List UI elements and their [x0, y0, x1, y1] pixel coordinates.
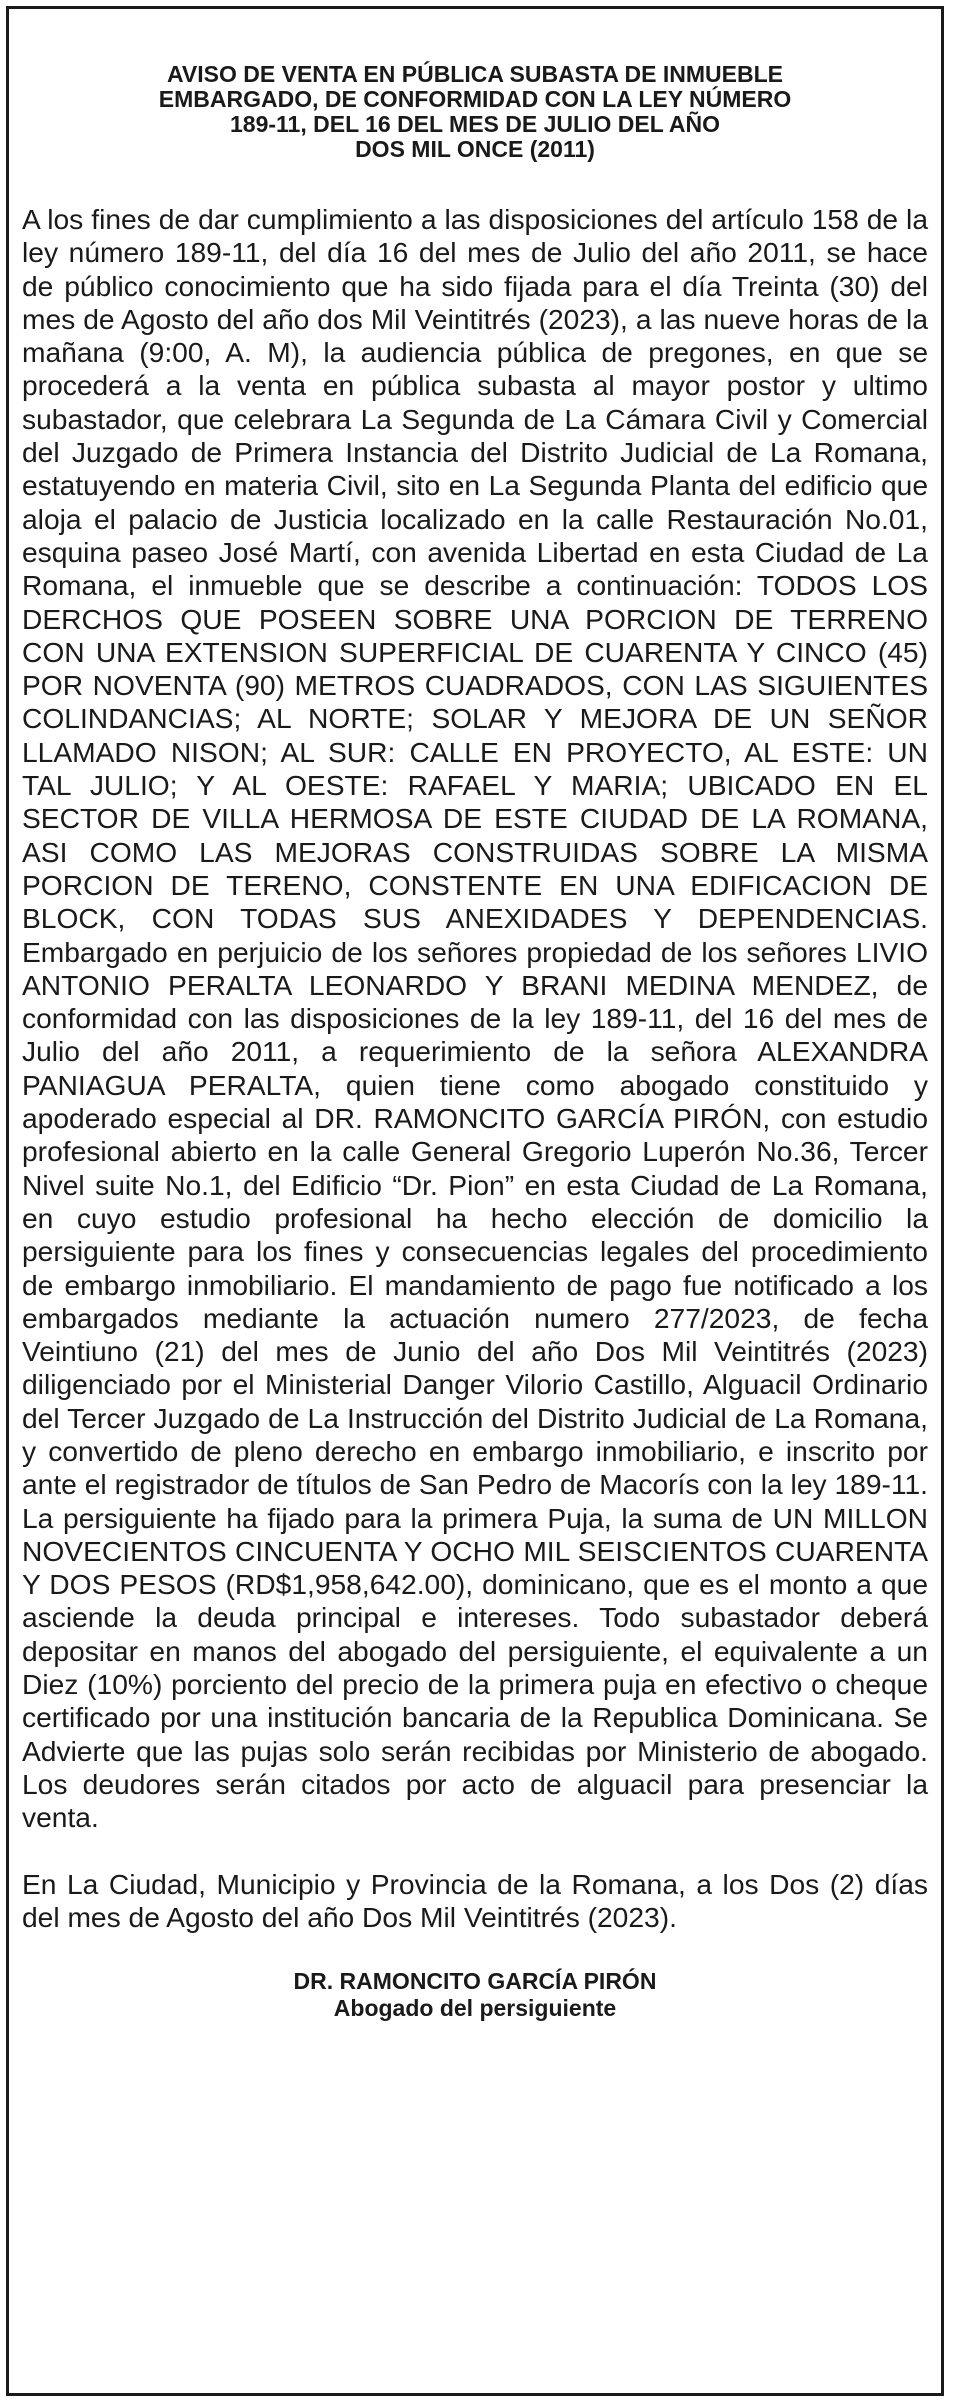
- signature-block: [22, 1968, 928, 2022]
- signature-role: Abogado del persiguiente: [333, 1995, 617, 2022]
- notice-title-line: EMBARGADO, DE CONFORMIDAD CON LA LEY NÚMERO: [158, 86, 792, 112]
- signature-name: DR. RAMONCITO GARCÍA PIRÓN: [293, 1968, 657, 1995]
- notice-title-line: AVISO DE VENTA EN PÚBLICA SUBASTA DE INMUEBLE: [167, 61, 783, 87]
- notice-closing: En La Ciudad, Municipio y Provincia de la Romana, a los Dos (2) días del mes de Agosto del año Dos Mil Veintitrés (2023).: [22, 1867, 928, 1933]
- notice-title-line: DOS MIL ONCE (2011): [355, 136, 595, 162]
- notice-title-line: 189-11, DEL 16 DEL MES DE JULIO DEL AÑO: [230, 111, 720, 137]
- notice-title: [22, 62, 928, 162]
- legal-notice: [22, 62, 928, 2022]
- notice-body: A los fines de dar cumplimiento a las disposiciones del artículo 158 de la ley número 189-11, del día 16 del mes de Julio del año 2011, se hace de público conocimiento que ha sido fijada para el día Treinta (30) del mes de Agosto del año dos Mil Veintitrés (2023), a las nueve horas de la mañana (9:00, A. M), la audiencia pública de pregones, en que se procederá a la venta en pública subasta al mayor postor y ultimo subastador, que celebrara La Segunda de La Cámara Civil y Comercial del Juzgado de Primera Instancia del Distrito Judicial de La Romana, estatuyendo en materia Civil, sito en La Segunda Planta del edificio que aloja el palacio de Justicia localizado en la calle Restauración No.01, esquina paseo José Martí, con avenida Libertad en esta Ciudad de La Romana, el inmueble que se describe a continuación: TODOS LOS DERCHOS QUE POSEEN SOBRE UNA PORCION DE TERRENO CON UNA EXTENSION SUPERFICIAL DE CUARENTA Y CINCO (45) POR NOVENTA (90) METROS CUADRADOS, CON LAS SIGUIENTES COLINDANCIAS; AL NORTE; SOLAR Y MEJORA DE UN SEÑOR LLAMADO NISON; AL SUR: CALLE EN PROYECTO, AL ESTE: UN TAL JULIO; Y AL OESTE: RAFAEL Y MARIA; UBICADO EN EL SECTOR DE VILLA HERMOSA DE ESTE CIUDAD DE LA ROMANA, ASI COMO LAS MEJORAS CONSTRUIDAS SOBRE LA MISMA PORCION DE TERENO, CONSTENTE EN UNA EDIFICACION DE BLOCK, CON TODAS SUS ANEXIDADES Y DEPENDENCIAS. Embargado en perjuicio de los señores propiedad de los señores LIVIO ANTONIO PERALTA LEONARDO Y BRANI MEDINA MENDEZ, de conformidad con las disposiciones de la ley 189-11, del 16 del mes de Julio del año 2011, a requerimiento de la señora ALEXANDRA PANIAGUA PERALTA, quien tiene como abogado constituido y apoderado especial al DR. RAMONCITO GARCÍA PIRÓN, con estudio profesional abierto en la calle General Gregorio Luperón No.36, Tercer Nivel suite No.1, del Edificio “Dr. Pion” en esta Ciudad de La Romana, en cuyo estudio profesional ha hecho elección de domicilio la persiguiente para los fines y consecuencias legales del procedimiento de embargo inmobiliario. El mandamiento de pago fue notificado a los embargados mediante la actuación numero 277/2023, de fecha Veintiuno (21) del mes de Junio del año Dos Mil Veintitrés (2023) diligenciado por el Ministerial Danger Vilorio Castillo, Alguacil Ordinario del Tercer Juzgado de La Instrucción del Distrito Judicial de La Romana, y convertido de pleno derecho en embargo inmobiliario, e inscrito por ante el registrador de títulos de San Pedro de Macorís con la ley 189-11. La persiguiente ha fijado para la primera Puja, la suma de UN MILLON NOVECIENTOS CINCUENTA Y OCHO MIL SEISCIENTOS CUARENTA Y DOS PESOS (RD$1,958,642.00), dominicano, que es el monto a que asciende la deuda principal e intereses. Todo subastador deberá depositar en manos del abogado del persiguiente, el equivalente a un Diez (10%) porciento del precio de la primera puja en efectivo o cheque certificado por una institución bancaria de la Republica Dominicana. Se Advierte que las pujas solo serán recibidas por Ministerio de abogado. Los deudores serán citados por acto de alguacil para presenciar la venta.: [22, 203, 928, 1834]
